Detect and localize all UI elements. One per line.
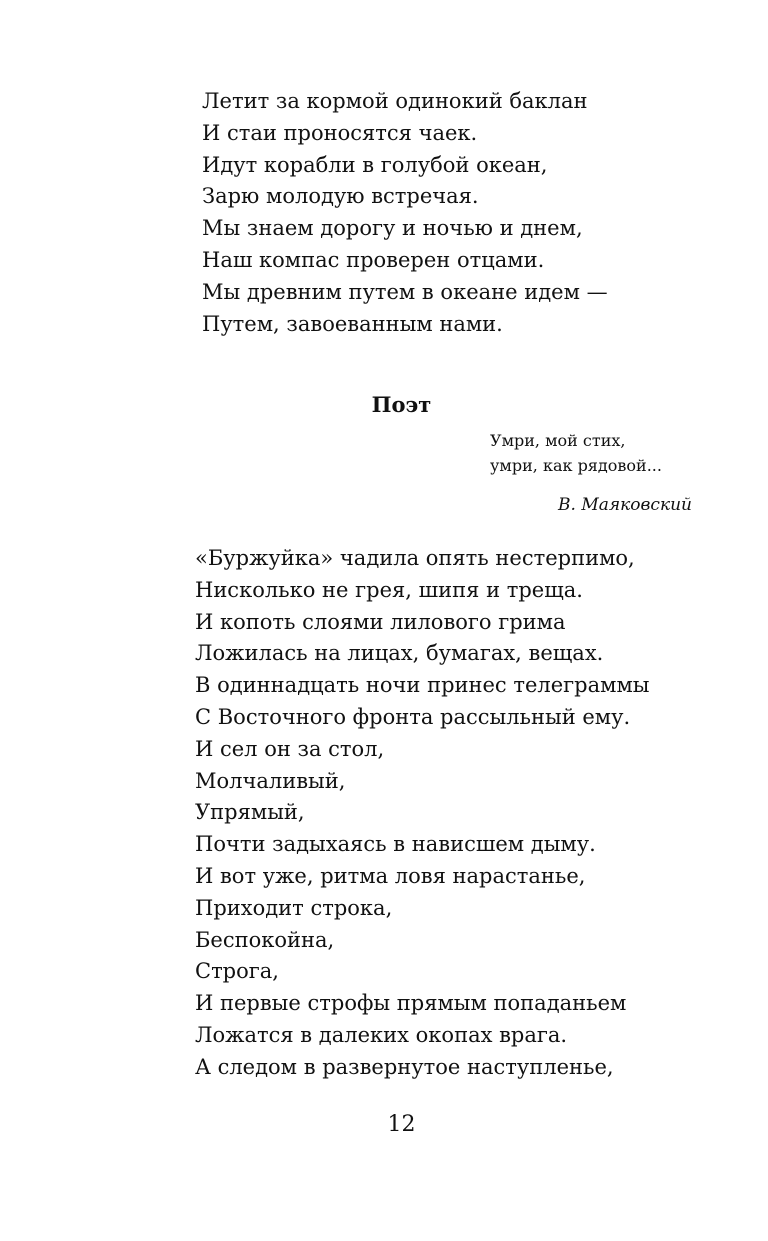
verse-line: Нисколько не грея, шипя и треща. xyxy=(195,577,583,602)
verse-line: «Буржуйка» чадила опять нестерпимо, xyxy=(195,546,635,570)
verse-line: И сел он за стол, xyxy=(195,736,385,761)
verse-line: Почти задыхаясь в нависшем дыму. xyxy=(195,832,596,857)
verse-line: Мы древним путем в океане идем — xyxy=(202,279,608,304)
verse-line: Приходит строка, xyxy=(195,895,393,920)
verse-line: Путем, завоеванным нами. xyxy=(202,311,503,336)
verse-line: Строга, xyxy=(195,959,279,984)
verse-line: Упрямый, xyxy=(195,800,305,825)
verse-line: С Восточного фронта рассыльный ему. xyxy=(195,704,631,729)
verse-line: И стаи проносятся чаек. xyxy=(202,120,478,145)
poem-body xyxy=(195,543,650,1084)
epigraph-author: В. Маяковский xyxy=(558,495,692,515)
verse-line: Молчаливый, xyxy=(195,768,346,793)
epigraph-line: Умри, мой стих, xyxy=(490,431,626,450)
epigraph xyxy=(490,428,710,478)
verse-line: И копоть слоями лилового грима xyxy=(195,609,566,634)
verse-line: Зарю молодую встречая. xyxy=(202,184,479,209)
verse-line: В одиннадцать ночи принес телеграммы xyxy=(195,673,650,698)
verse-line: И вот уже, ритма ловя нарастанье, xyxy=(195,863,586,888)
verse-line: А следом в развернутое наступленье, xyxy=(195,1054,614,1079)
poem-title: Поэт xyxy=(371,392,432,417)
verse-line: Мы знаем дорогу и ночью и днем, xyxy=(202,216,583,241)
previous-poem-stanza xyxy=(202,86,608,340)
verse-line: Летит за кормой одинокий баклан xyxy=(202,89,588,113)
verse-line: Беспокойна, xyxy=(195,927,335,952)
page-number: 12 xyxy=(387,1112,416,1137)
epigraph-line: умри, как рядовой... xyxy=(490,456,662,475)
verse-line: Идут корабли в голубой океан, xyxy=(202,152,548,177)
verse-line: Наш компас проверен отцами. xyxy=(202,247,545,272)
verse-line: И первые строфы прямым попаданьем xyxy=(195,991,627,1016)
verse-line: Ложилась на лицах, бумагах, вещах. xyxy=(195,641,604,666)
verse-line: Ложатся в далеких окопах врага. xyxy=(195,1022,568,1047)
